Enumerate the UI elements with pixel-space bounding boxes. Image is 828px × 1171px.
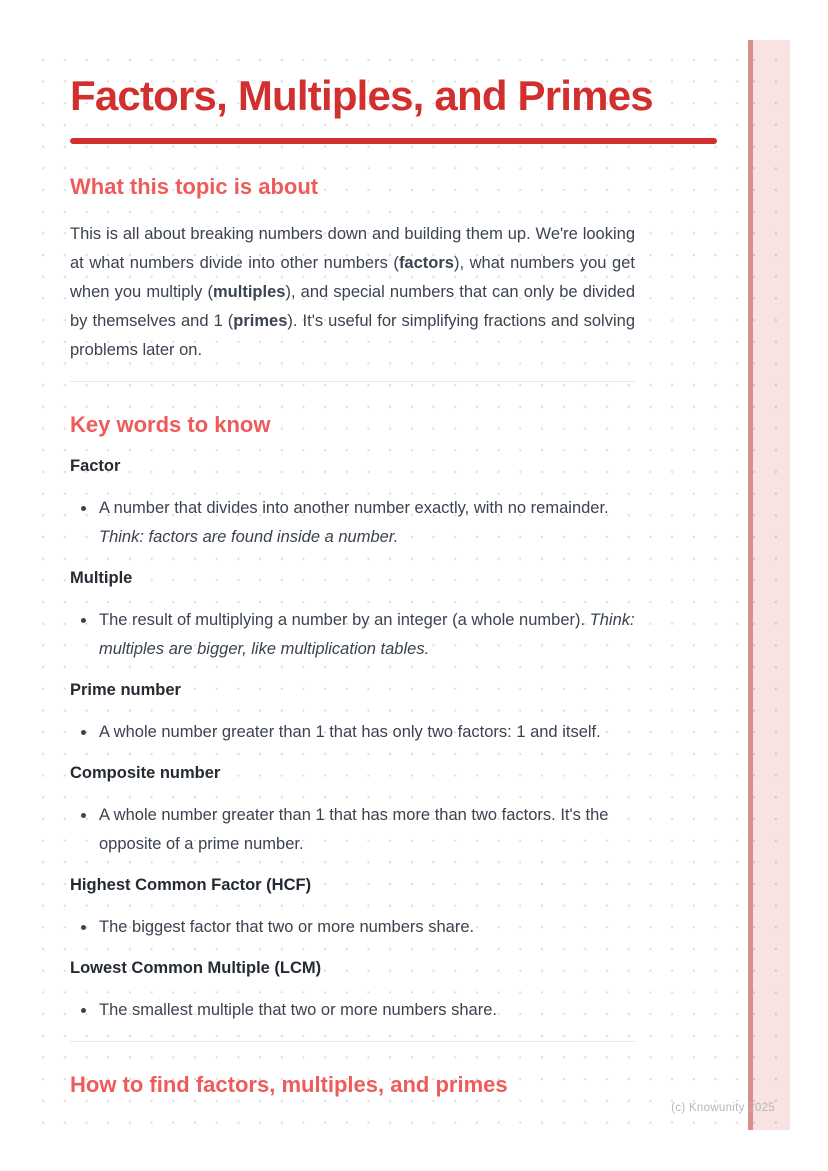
glossary-definition: • A number that divides into another number exactly, with no remainder. Think: factors are found inside a number. bbox=[97, 494, 635, 552]
intro-paragraph: This is all about breaking numbers down and building them up. We're looking at what numbers divide into other numbers (factors), what numbers you get when you multiply (multiples), and special numbers that can only be divided by themselves and 1 (primes). It's useful for simplifying fractions and solving problems later on. bbox=[70, 225, 636, 359]
section-heading-keywords: Key words to know bbox=[70, 412, 271, 437]
copyright-notice: (c) Knowunity 2025 bbox=[671, 1102, 775, 1114]
glossary-term: Highest Common Factor (HCF) bbox=[70, 876, 312, 894]
document-content bbox=[42, 40, 790, 1100]
definition-think-note: Think: factors are found inside a number. bbox=[99, 528, 399, 546]
glossary-definition-list bbox=[70, 801, 635, 859]
glossary-definition: • A whole number greater than 1 that has more than two factors. It's the opposite of a prime number. bbox=[97, 801, 635, 859]
glossary-term: Lowest Common Multiple (LCM) bbox=[70, 959, 322, 977]
section-divider bbox=[70, 381, 635, 382]
glossary-definition-list bbox=[70, 913, 635, 942]
definition-think-note: Think: multiples are bigger, like multiplication tables. bbox=[99, 611, 635, 658]
glossary-term: Factor bbox=[70, 457, 121, 475]
glossary-term: Prime number bbox=[70, 681, 181, 699]
keyword-bold: multiples bbox=[213, 283, 286, 301]
glossary-definition-list bbox=[70, 606, 635, 664]
glossary-definition: • The smallest multiple that two or more numbers share. bbox=[97, 996, 635, 1025]
section-divider bbox=[70, 1041, 635, 1042]
page-title: Factors, Multiples, and Primes bbox=[70, 72, 653, 119]
glossary-definition: • A whole number greater than 1 that has only two factors: 1 and itself. bbox=[97, 718, 635, 747]
glossary-definition: • The result of multiplying a number by an integer (a whole number). Think: multiples are bigger, like multiplication tables. bbox=[97, 606, 635, 664]
glossary-definition-list bbox=[70, 494, 635, 552]
glossary-definition-list bbox=[70, 996, 635, 1025]
glossary-term: Composite number bbox=[70, 764, 221, 782]
glossary-definition-list bbox=[70, 718, 635, 747]
keyword-bold: factors bbox=[398, 254, 454, 272]
document-page bbox=[42, 40, 790, 1130]
title-underline-rule bbox=[70, 138, 717, 144]
glossary-definition: • The biggest factor that two or more numbers share. bbox=[97, 913, 635, 942]
glossary-term: Multiple bbox=[70, 569, 133, 587]
glossary-list bbox=[70, 453, 717, 1025]
keyword-bold: primes bbox=[233, 312, 288, 330]
section-heading-about: What this topic is about bbox=[70, 174, 319, 199]
section-heading-howto: How to find factors, multiples, and primes bbox=[70, 1072, 508, 1097]
